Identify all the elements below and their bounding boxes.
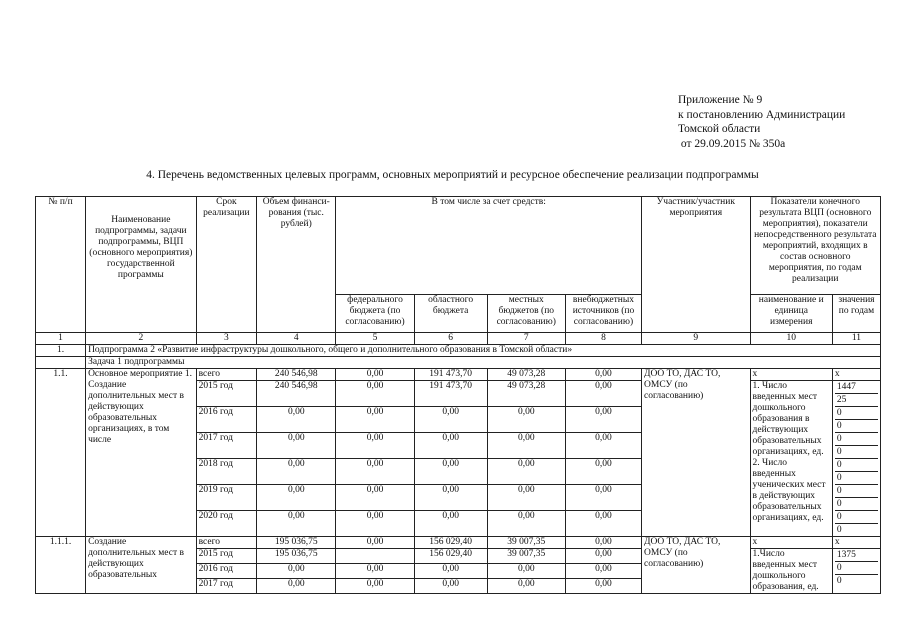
regional-cell: 0,00 bbox=[414, 459, 487, 485]
volume-cell: 195 036,75 bbox=[257, 537, 336, 549]
indicator-value: 0 bbox=[835, 407, 878, 420]
extra-cell: 0,00 bbox=[565, 381, 641, 407]
term-cell: всего bbox=[196, 369, 257, 381]
col-number: 6 bbox=[414, 333, 487, 345]
indicator-value: 0 bbox=[835, 498, 878, 511]
participant-cell bbox=[642, 537, 750, 594]
col-number: 3 bbox=[196, 333, 257, 345]
volume-cell: 0,00 bbox=[257, 459, 336, 485]
header-regional: областного бюджета bbox=[414, 295, 487, 333]
regional-cell: 191 473,70 bbox=[414, 381, 487, 407]
col-number: 10 bbox=[750, 333, 832, 345]
appendix-line: к постановлению Администрации bbox=[678, 108, 846, 121]
federal-cell: 0,00 bbox=[336, 433, 414, 459]
local-cell: 49 073,28 bbox=[487, 369, 565, 381]
header-local: местных бюджетов (по согласованию) bbox=[487, 295, 565, 333]
header-indicators: Показатели конечного результата ВЦП (основного мероприятия), показатели непосредственного результата мероприятий, входящих в состав основного мероприятия, по годам реализации bbox=[750, 197, 880, 295]
indicator-values bbox=[832, 381, 880, 537]
empty-cell bbox=[36, 357, 86, 369]
term-cell: 2017 год bbox=[196, 579, 257, 594]
participant-text: ДОО ТО, ДАС ТО, ОМСУ (по согласованию) bbox=[644, 369, 721, 401]
regional-cell: 0,00 bbox=[414, 579, 487, 594]
document-title: 4. Перечень ведомственных целевых программ, основных мероприятий и ресурсное обеспечение реализации подпрограммы bbox=[146, 169, 759, 181]
regional-cell: 191 473,70 bbox=[414, 369, 487, 381]
item-name: Основное мероприятие 1. Создание дополнительных мест в действующих образовательных организациях, в том числе bbox=[86, 369, 197, 537]
federal-cell: 0,00 bbox=[336, 579, 414, 594]
regional-cell: 156 029,40 bbox=[414, 537, 487, 549]
col-number: 8 bbox=[565, 333, 641, 345]
regional-cell: 0,00 bbox=[414, 407, 487, 433]
col-number: 2 bbox=[86, 333, 197, 345]
indicator-text: 1. Число введенных мест дошкольного образования в действующих образовательных организациях, ед. 2. Число введенных ученических мест в действующих образовательных организациях, ед. bbox=[750, 381, 832, 537]
appendix-line: Приложение № 9 bbox=[678, 94, 763, 106]
indicator-value: 0 bbox=[835, 446, 878, 459]
header-term: Срок реализации bbox=[196, 197, 257, 333]
federal-cell: 0,00 bbox=[336, 564, 414, 579]
indicator-value: 0 bbox=[835, 562, 878, 575]
term-cell: 2019 год bbox=[196, 485, 257, 511]
extra-cell: 0,00 bbox=[565, 564, 641, 579]
local-cell: 39 007,35 bbox=[487, 549, 565, 564]
federal-cell: 0,00 bbox=[336, 537, 414, 549]
regional-cell: 0,00 bbox=[414, 564, 487, 579]
extra-cell: 0,00 bbox=[565, 511, 641, 537]
volume-cell: 240 546,98 bbox=[257, 369, 336, 381]
local-cell: 39 007,35 bbox=[487, 537, 565, 549]
extra-cell: 0,00 bbox=[565, 433, 641, 459]
header-sources: В том числе за счет средств: bbox=[336, 197, 642, 295]
term-cell: 2015 год bbox=[196, 381, 257, 407]
term-cell: 2020 год bbox=[196, 511, 257, 537]
volume-cell: 0,00 bbox=[257, 511, 336, 537]
indicator-value: 1447 bbox=[835, 381, 878, 394]
volume-cell: 0,00 bbox=[257, 485, 336, 511]
header-federal: федерального бюджета (по согласованию) bbox=[336, 295, 414, 333]
indicator-value: 0 bbox=[835, 485, 878, 498]
header-num: № п/п bbox=[36, 197, 86, 333]
header-participant: Участник/участник мероприятия bbox=[642, 197, 750, 333]
local-cell: 0,00 bbox=[487, 579, 565, 594]
header-ind-values: значения по годам bbox=[832, 295, 880, 333]
local-cell: 0,00 bbox=[487, 564, 565, 579]
indicator-x: х bbox=[750, 369, 832, 381]
volume-cell: 240 546,98 bbox=[257, 381, 336, 407]
federal-cell: 0,00 bbox=[336, 485, 414, 511]
subprogram-title: Подпрограмма 2 «Развитие инфраструктуры дошкольного, общего и дополнительного образования в Томской области» bbox=[86, 345, 881, 357]
extra-cell: 0,00 bbox=[565, 369, 641, 381]
col-number: 4 bbox=[257, 333, 336, 345]
local-cell: 0,00 bbox=[487, 485, 565, 511]
indicator-x: х bbox=[750, 537, 832, 549]
col-number: 11 bbox=[832, 333, 880, 345]
indicator-values bbox=[832, 549, 880, 594]
task-title: Задача 1 подпрограммы bbox=[86, 357, 881, 369]
indicator-value: 0 bbox=[835, 472, 878, 485]
appendix-line: от 29.09.2015 № 350а bbox=[678, 137, 786, 150]
item-name: Создание дополнительных мест в действующих образовательных bbox=[86, 537, 197, 594]
appendix-note bbox=[678, 93, 845, 151]
extra-cell: 0,00 bbox=[565, 407, 641, 433]
volume-cell: 0,00 bbox=[257, 433, 336, 459]
extra-cell: 0,00 bbox=[565, 549, 641, 564]
extra-cell: 0,00 bbox=[565, 485, 641, 511]
col-number: 7 bbox=[487, 333, 565, 345]
header-ind-name: наименование и единица измерения bbox=[750, 295, 832, 333]
indicator-value: х bbox=[832, 369, 880, 381]
participant-cell bbox=[642, 369, 750, 537]
header-volume: Объем финанси-рования (тыс. рублей) bbox=[257, 197, 336, 333]
indicator-value: 0 bbox=[835, 433, 878, 446]
local-cell: 0,00 bbox=[487, 459, 565, 485]
term-cell: 2018 год bbox=[196, 459, 257, 485]
federal-cell: 0,00 bbox=[336, 511, 414, 537]
volume-cell: 0,00 bbox=[257, 407, 336, 433]
federal-cell: 0,00 bbox=[336, 407, 414, 433]
subprogram-num: 1. bbox=[36, 345, 86, 357]
indicator-value: 0 bbox=[835, 511, 878, 524]
federal-cell: 0,00 bbox=[336, 459, 414, 485]
indicator-text: 1.Число введенных мест дошкольного образования, ед. bbox=[750, 549, 832, 594]
extra-cell: 0,00 bbox=[565, 537, 641, 549]
local-cell: 0,00 bbox=[487, 433, 565, 459]
participant-text: ДОО ТО, ДАС ТО, ОМСУ (по согласованию) bbox=[644, 537, 721, 569]
col-number: 1 bbox=[36, 333, 86, 345]
term-cell: всего bbox=[196, 537, 257, 549]
regional-cell: 0,00 bbox=[414, 485, 487, 511]
programs-table bbox=[35, 196, 881, 594]
volume-cell: 0,00 bbox=[257, 579, 336, 594]
regional-cell: 0,00 bbox=[414, 511, 487, 537]
indicator-value: 1375 bbox=[835, 549, 878, 562]
term-cell: 2017 год bbox=[196, 433, 257, 459]
volume-cell: 0,00 bbox=[257, 564, 336, 579]
term-cell: 2016 год bbox=[196, 564, 257, 579]
local-cell: 0,00 bbox=[487, 511, 565, 537]
volume-cell: 195 036,75 bbox=[257, 549, 336, 564]
term-cell: 2015 год bbox=[196, 549, 257, 564]
indicator-value: х bbox=[832, 537, 880, 549]
col-number: 9 bbox=[642, 333, 750, 345]
header-extra: внебюджетных источников (по согласованию) bbox=[565, 295, 641, 333]
federal-cell: 0,00 bbox=[336, 381, 414, 407]
indicator-value: 0 bbox=[835, 420, 878, 433]
header-name: Наименование подпрограммы, задачи подпрограммы, ВЦП (основного мероприятия) государственной программы bbox=[86, 197, 197, 333]
local-cell: 0,00 bbox=[487, 407, 565, 433]
regional-cell: 0,00 bbox=[414, 433, 487, 459]
term-cell: 2016 год bbox=[196, 407, 257, 433]
extra-cell: 0,00 bbox=[565, 459, 641, 485]
appendix-line: Томской области bbox=[678, 123, 761, 135]
indicator-value: 0 bbox=[835, 459, 878, 472]
item-num: 1.1. bbox=[36, 369, 86, 537]
item-num: 1.1.1. bbox=[36, 537, 86, 594]
col-number: 5 bbox=[336, 333, 414, 345]
indicator-value: 25 bbox=[835, 394, 878, 407]
indicator-value: 0 bbox=[836, 576, 842, 586]
regional-cell: 156 029,40 bbox=[414, 549, 487, 564]
indicator-value: 0 bbox=[836, 525, 842, 535]
local-cell: 49 073,28 bbox=[487, 381, 565, 407]
federal-cell bbox=[336, 549, 414, 564]
federal-cell: 0,00 bbox=[336, 369, 414, 381]
extra-cell: 0,00 bbox=[565, 579, 641, 594]
